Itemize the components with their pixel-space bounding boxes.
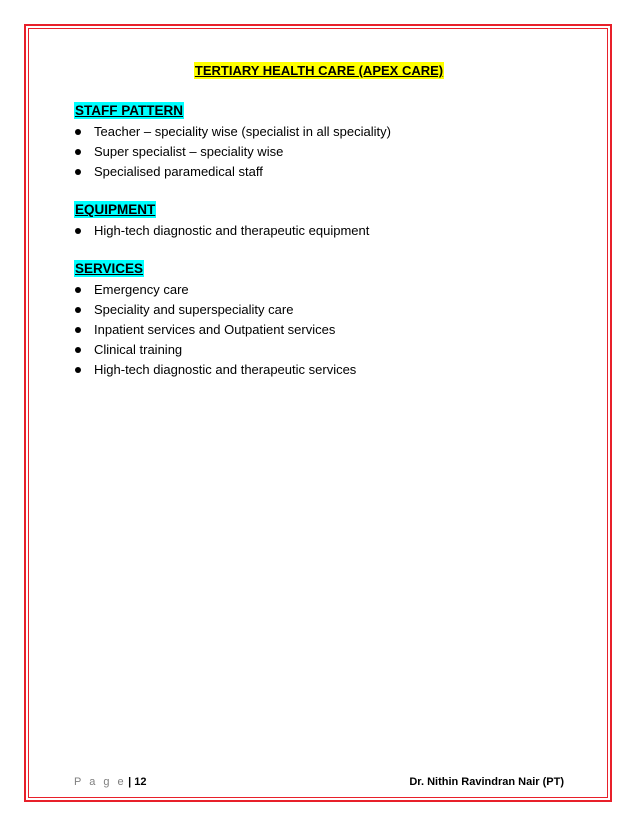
footer-page-info	[74, 774, 147, 790]
section-heading: EQUIPMENT	[75, 202, 156, 217]
page-title: TERTIARY HEALTH CARE (APEX CARE)	[194, 63, 444, 78]
list-item-text: Super specialist – speciality wise	[94, 144, 284, 159]
list-item	[74, 122, 564, 142]
bullet-icon	[75, 307, 81, 313]
bullet-icon	[75, 347, 81, 353]
list-item	[74, 300, 564, 320]
title-wrap	[74, 62, 564, 80]
list-item-text: Teacher – speciality wise (specialist in all speciality)	[94, 124, 391, 139]
bullet-icon	[75, 367, 81, 373]
bullet-icon	[75, 129, 81, 135]
bullet-list	[74, 280, 564, 380]
section-heading: STAFF PATTERN	[75, 103, 183, 118]
bullet-list	[74, 221, 564, 241]
list-item	[74, 280, 564, 300]
document-content	[74, 62, 564, 399]
section-staff-pattern	[74, 102, 564, 182]
list-item-text: Inpatient services and Outpatient services	[94, 322, 336, 337]
list-item	[74, 360, 564, 380]
bullet-icon	[75, 228, 81, 234]
section-services	[74, 260, 564, 380]
list-item	[74, 162, 564, 182]
list-item	[74, 320, 564, 340]
list-item	[74, 142, 564, 162]
list-item-text: Speciality and superspeciality care	[94, 302, 294, 317]
list-item-text: High-tech diagnostic and therapeutic services	[94, 362, 357, 377]
footer-author: Dr. Nithin Ravindran Nair (PT)	[409, 776, 564, 788]
section-equipment	[74, 201, 564, 241]
bullet-icon	[75, 149, 81, 155]
page-number: 12	[134, 776, 147, 788]
list-item	[74, 221, 564, 241]
footer-separator: |	[128, 776, 132, 788]
bullet-list	[74, 122, 564, 182]
list-item-text: Specialised paramedical staff	[94, 164, 263, 179]
list-item-text: Emergency care	[94, 282, 189, 297]
list-item	[74, 340, 564, 360]
page-footer	[74, 774, 564, 790]
list-item-text: Clinical training	[94, 342, 183, 357]
bullet-icon	[75, 169, 81, 175]
bullet-icon	[75, 327, 81, 333]
section-heading: SERVICES	[75, 261, 144, 276]
footer-page-word: P a g e	[74, 776, 127, 788]
list-item-text: High-tech diagnostic and therapeutic equipment	[94, 223, 370, 238]
bullet-icon	[75, 287, 81, 293]
